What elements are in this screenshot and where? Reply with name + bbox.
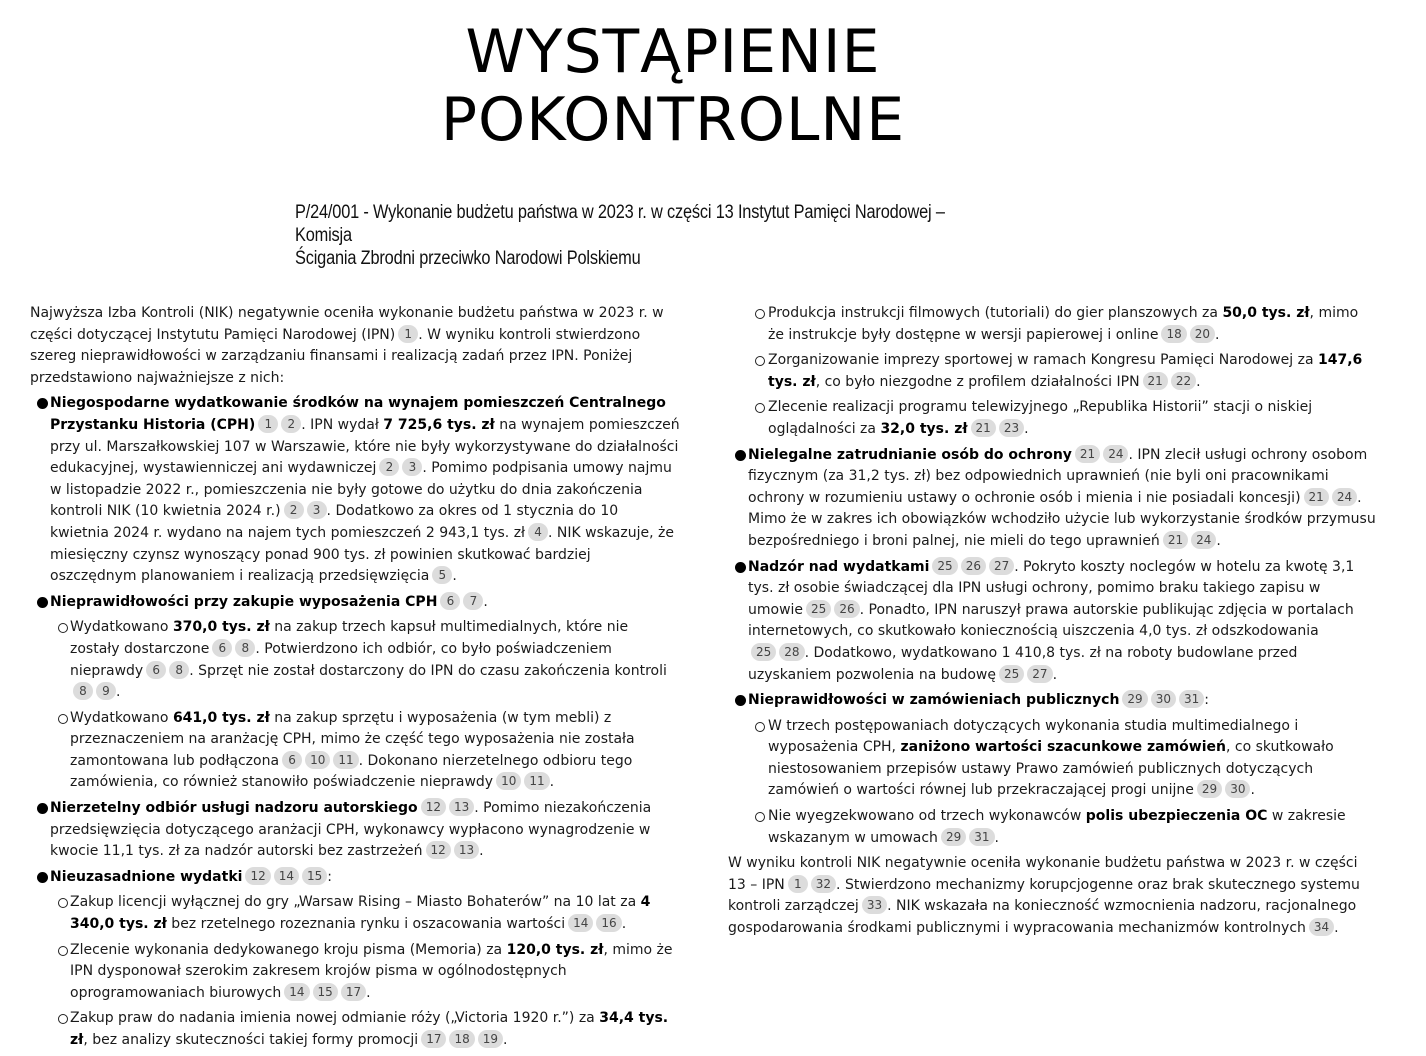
reference-badge[interactable]: 25 — [806, 600, 831, 618]
sub-finding-underestimated-value: W trzech postępowaniach dotyczących wykonania studia multimedialnego i wyposażenia CPH, zaniżono wartości szacunkowe zamówień, co skutkowało niestosowaniem przepisów ustawy Prawo zamówień publicznych dotyczących zamówień o wartości równej lub przekraczającej progi unijne 29 30 . — [728, 716, 1378, 802]
reference-group — [803, 602, 860, 618]
intro-paragraph: Najwyższa Izba Kontroli (NIK) negatywnie oceniła wykonanie budżetu państwa w 2023 r. w części dotyczącej Instytutu Pamięci Narodowej (IPN) 1 . W wyniku kontroli stwierdzono szereg nieprawidłowości w zarządzaniu finansami i realizacją zadań przez IPN. Poniżej przedstawiono najważniejsze z nich: — [30, 305, 664, 386]
finding-public-procurement: Nieprawidłowości w zamówieniach publicznych 29 30 31 : — [728, 690, 1378, 712]
reference-group — [70, 684, 116, 700]
reference-badge[interactable]: 1 — [788, 875, 808, 893]
reference-badge[interactable]: 24 — [1103, 445, 1128, 463]
reference-badge[interactable]: 16 — [596, 914, 621, 932]
reference-group — [281, 985, 366, 1001]
finding-equipment-purchase: Nieprawidłowości przy zakupie wyposażenia CPH 6 7 . — [30, 592, 680, 614]
finding-expense-supervision: Nadzór nad wydatkami 25 26 27 . Pokryto koszty noclegów w hotelu za kwotę 3,1 tys. zł osobie świadczącej dla IPN usługi ochrony, pomimo braku takiego zapisu w umowie 25 26 . Ponadto, IPN naruszył prawa autorskie publikując zdjęcia w portalach internetowych, co skutkowało koniecznością uiszczenia 4,0 tys. zł odszkodowania25 28 . Dodatkowo, wydatkowano 1 410,8 tys. zł na roboty budowlane przed uzyskaniem pozwolenia na budowę 25 27 . — [728, 557, 1378, 687]
reference-group — [242, 869, 327, 885]
reference-group — [279, 753, 359, 769]
reference-badge[interactable]: 30 — [1151, 690, 1176, 708]
reference-group — [968, 421, 1025, 437]
amount: 32,0 tys. zł — [880, 420, 968, 437]
reference-badge[interactable]: 18 — [1161, 325, 1186, 343]
reference-badge[interactable]: 3 — [402, 458, 422, 476]
reference-group — [437, 594, 483, 610]
finding-heading: Nieuzasadnione wydatki — [50, 868, 243, 885]
reference-badge[interactable]: 33 — [862, 896, 887, 914]
reference-badge[interactable]: 2 — [379, 458, 399, 476]
reference-badge[interactable]: 10 — [305, 751, 330, 769]
reference-group — [748, 645, 805, 661]
reference-badge[interactable]: 5 — [432, 566, 452, 584]
reference-badge[interactable]: 14 — [274, 867, 299, 885]
reference-group — [143, 663, 189, 679]
reference-badge[interactable]: 2 — [284, 501, 304, 519]
finding-heading: Nadzór nad wydatkami — [748, 558, 930, 575]
amount: 7 725,6 tys. zł — [383, 416, 495, 433]
reference-badge[interactable]: 31 — [969, 828, 994, 846]
reference-badge[interactable]: 21 — [1304, 488, 1329, 506]
reference-badge[interactable]: 13 — [449, 798, 474, 816]
reference-badge[interactable]: 27 — [989, 557, 1014, 575]
sub-finding-insurance: Nie wyegzekwowano od trzech wykonawców polis ubezpieczenia OC w zakresie wskazanym w umowach 29 31 . — [728, 806, 1378, 849]
finding-unjustified-expenses: Nieuzasadnione wydatki 12 14 15 : — [30, 867, 680, 889]
reference-group — [1072, 447, 1129, 463]
sub-finding-rose-naming: Zakup praw do nadania imienia nowej odmianie róży („Victoria 1920 r.”) za 34,4 tys. zł, bez analizy skuteczności takiej formy promocji 17 18 19 . — [30, 1008, 680, 1051]
reference-badge[interactable]: 20 — [1190, 325, 1215, 343]
reference-group — [376, 460, 422, 476]
subtitle-line-1: P/24/001 - Wykonanie budżetu państwa w 2023 r. w części 13 Instytut Pamięci Narodowej – Komisja — [295, 202, 945, 246]
reference-badge[interactable]: 6 — [440, 592, 460, 610]
reference-group — [929, 559, 1014, 575]
sub-finding-typeface: Zlecenie wykonania dedykowanego kroju pisma (Memoria) za 120,0 tys. zł, mimo że IPN dysponował szerokim zakresem krojów pisma w ogólnodostępnych oprogramowaniach biurowych 14 15 17 . — [30, 940, 680, 1005]
reference-badge[interactable]: 29 — [1122, 690, 1147, 708]
reference-group — [418, 800, 475, 816]
reference-group — [255, 417, 301, 433]
highlight: polis ubezpieczenia OC — [1085, 808, 1268, 825]
reference-badge[interactable]: 2 — [281, 415, 301, 433]
reference-badge[interactable]: 15 — [313, 983, 338, 1001]
right-column — [728, 303, 1378, 944]
sub-finding-tutorials: Produkcja instrukcji filmowych (tutoriali) do gier planszowych za 50,0 tys. zł, mimo że instrukcje były dostępne w wersji papierowej i online 18 20 . — [728, 303, 1378, 346]
reference-badge[interactable]: 14 — [284, 983, 309, 1001]
reference-badge[interactable]: 1 — [258, 415, 278, 433]
reference-group — [1160, 533, 1217, 549]
reference-badge[interactable]: 34 — [1309, 918, 1334, 936]
reference-group — [1306, 920, 1334, 936]
reference-badge[interactable]: 8 — [169, 661, 189, 679]
reference-badge[interactable]: 7 — [463, 592, 483, 610]
reference-group — [525, 525, 548, 541]
sub-finding-capsules: Wydatkowano 370,0 tys. zł na zakup trzech kapsuł multimedialnych, które nie zostały dostarczone 6 8 . Potwierdzono ich odbiór, co było poświadczeniem nieprawdy 6 8 . Sprzęt nie został dostarczony do IPN do czasu zakończenia kontroli8 9 . — [30, 617, 680, 703]
reference-badge[interactable]: 9 — [96, 682, 116, 700]
left-column — [30, 303, 680, 1056]
reference-group — [1119, 692, 1204, 708]
reference-badge[interactable]: 10 — [496, 772, 521, 790]
reference-badge[interactable]: 6 — [146, 661, 166, 679]
reference-group — [1158, 327, 1215, 343]
reference-badge[interactable]: 19 — [478, 1030, 503, 1048]
reference-badge[interactable]: 25 — [751, 643, 776, 661]
reference-badge[interactable]: 21 — [1143, 372, 1168, 390]
sub-finding-tv-program: Zlecenie realizacji programu telewizyjnego „Republika Historii” stacji o niskiej oglądalności za 32,0 tys. zł 21 23 . — [728, 397, 1378, 440]
reference-badge[interactable]: 11 — [333, 751, 358, 769]
reference-badge[interactable]: 12 — [245, 867, 270, 885]
finding-heading: Nielegalne zatrudnianie osób do ochrony — [748, 446, 1072, 463]
reference-group — [281, 503, 327, 519]
reference-badge[interactable]: 25 — [999, 665, 1024, 683]
reference-badge[interactable]: 24 — [1191, 531, 1216, 549]
reference-group — [493, 774, 550, 790]
reference-badge[interactable]: 21 — [1075, 445, 1100, 463]
title-line-2: POKONTROLNE — [440, 85, 906, 155]
page-title — [0, 18, 1346, 154]
finding-rental-waste: Niegospodarne wydatkowanie środków na wynajem pomieszczeń Centralnego Przystanku Historia (CPH) 1 2 . IPN wydał 7 725,6 tys. zł na wynajem pomieszczeń przy ul. Marszałkowskiej 107 w Warszawie, które nie były wykorzystywane do działalności edukacyjnej, wystawienniczej ani wydawniczej 2 3 . Pomimo podpisania umowy najmu w listopadzie 2022 r., pomieszczenia nie były gotowe do użytku do dnia zakończenia kontroli NIK (10 kwietnia 2024 r.) 2 3 . Dodatkowo za okres od 1 stycznia do 10 kwietnia 2024 r. wydano na najem tych pomieszczeń 2 943,1 tys. zł 4 . NIK wskazuje, że miesięczny czynsz wynoszący ponad 900 tys. zł powinien skutkować bardziej oszczędnym planowaniem i realizacją przedsięwzięcia 5 . — [30, 393, 680, 587]
reference-group — [785, 877, 836, 893]
reference-group — [1140, 374, 1197, 390]
reference-group — [859, 898, 887, 914]
sub-finding-sport-event: Zorganizowanie imprezy sportowej w ramach Kongresu Pamięci Narodowej za 147,6 tys. zł, co było niezgodne z profilem działalności IPN 21 22 . — [728, 350, 1378, 393]
sub-finding-furniture: Wydatkowano 641,0 tys. zł na zakup sprzętu i wyposażenia (w tym mebli) z przeznaczeniem na aranżację CPH, mimo że część tego wyposażenia nie została zamontowana lub podłączona 6 10 11 . Dokonano nierzetelnego odbioru tego zamówienia, co również stanowiło poświadczenie nieprawdy 10 11 . — [30, 708, 680, 794]
reference-badge[interactable]: 13 — [454, 841, 479, 859]
reference-badge[interactable]: 8 — [73, 682, 93, 700]
reference-badge[interactable]: 17 — [421, 1030, 446, 1048]
amount: 120,0 tys. zł — [506, 941, 604, 958]
amount: 34,4 tys. zł — [70, 1010, 669, 1048]
amount: 147,6 tys. zł — [768, 352, 1363, 390]
reference-badge[interactable]: 3 — [307, 501, 327, 519]
reference-badge[interactable]: 28 — [779, 643, 804, 661]
finding-heading: Nieprawidłowości w zamówieniach publicznych — [748, 692, 1120, 709]
conclusion-paragraph: W wyniku kontroli NIK negatywnie oceniła wykonanie budżetu państwa w 2023 r. w części 13 – IPN 1 32 . Stwierdzono mechanizmy korupcjogenne oraz brak skutecznego systemu kontroli zarządczej 33 . NIK wskazała na konieczność wzmocnienia nadzoru, racjonalnego gospodarowania środkami publicznymi i wypracowania mechanizmów kontrolnych 34 . — [728, 855, 1360, 937]
reference-badge[interactable]: 6 — [282, 751, 302, 769]
reference-group — [938, 830, 995, 846]
reference-badge[interactable]: 29 — [1197, 780, 1222, 798]
reference-badge[interactable]: 6 — [212, 639, 232, 657]
reference-badge[interactable]: 18 — [449, 1030, 474, 1048]
reference-group — [418, 1032, 503, 1048]
reference-badge[interactable]: 30 — [1225, 780, 1250, 798]
reference-group — [423, 843, 480, 859]
finding-author-supervision: Nierzetelny odbiór usługi nadzoru autorskiego 12 13 . Pomimo niezakończenia przedsięwzięcia dotyczącego aranżacji CPH, wykonawcy wypłacono wynagrodzenie w kwocie 11,1 tys. zł za nadzór autorski bez zastrzeżeń 12 13 . — [30, 798, 680, 863]
reference-badge[interactable]: 23 — [999, 419, 1024, 437]
amount: 4 340,0 tys. zł — [70, 894, 651, 933]
amount: 641,0 tys. zł — [172, 709, 270, 726]
highlight: zaniżono wartości szacunkowe zamówień — [900, 739, 1226, 756]
reference-badge[interactable]: 31 — [1179, 690, 1204, 708]
reference-group — [1301, 490, 1358, 506]
reference-group — [1194, 782, 1251, 798]
reference-group — [996, 667, 1053, 683]
reference-badge[interactable]: 12 — [426, 841, 451, 859]
amount: 50,0 tys. zł — [1222, 305, 1310, 321]
reference-badge[interactable]: 29 — [941, 828, 966, 846]
reference-badge[interactable]: 11 — [524, 772, 549, 790]
reference-badge[interactable]: 17 — [341, 983, 366, 1001]
reference-group — [395, 327, 418, 343]
subtitle-line-2: Ścigania Zbrodni przeciwko Narodowi Polskiemu — [295, 248, 641, 269]
reference-group — [565, 916, 622, 932]
reference-badge[interactable]: 21 — [1163, 531, 1188, 549]
reference-group — [429, 568, 452, 584]
reference-badge[interactable]: 27 — [1027, 665, 1052, 683]
reference-badge[interactable]: 12 — [421, 798, 446, 816]
finding-heading: Nieprawidłowości przy zakupie wyposażenia CPH — [50, 593, 438, 610]
reference-badge[interactable]: 26 — [834, 600, 859, 618]
reference-badge[interactable]: 21 — [971, 419, 996, 437]
sub-finding-game-license: Zakup licencji wyłącznej do gry „Warsaw Rising – Miasto Bohaterów” na 10 lat za 4 340,0 tys. zł bez rzetelnego rozeznania rynku i oszacowania wartości 14 16 . — [30, 892, 680, 935]
reference-badge[interactable]: 26 — [961, 557, 986, 575]
finding-heading: Nierzetelny odbiór usługi nadzoru autorskiego — [50, 800, 418, 817]
reference-badge[interactable]: 1 — [398, 325, 418, 343]
document-subtitle — [295, 201, 957, 270]
reference-group — [209, 641, 255, 657]
reference-badge[interactable]: 32 — [811, 875, 836, 893]
finding-heading: Niegospodarne wydatkowanie środków na wynajem pomieszczeń Centralnego Przystanku Historia (CPH) — [50, 395, 666, 433]
finding-illegal-security: Nielegalne zatrudnianie osób do ochrony 21 24 . IPN zlecił usługi ochrony osobom fizycznym (za 31,2 tys. zł) bez odpowiednich uprawnień (nie byli oni pracownikami ochrony w rozumieniu ustawy o ochronie osób i mienia i nie posiadali koncesji) 21 24 . Mimo że w zakres ich obowiązków wchodziło użycie lub wykorzystanie środków przymusu bezpośredniego i broni palnej, nie mieli do tego uprawnień 21 24 . — [728, 445, 1378, 553]
reference-badge[interactable]: 15 — [302, 867, 327, 885]
reference-badge[interactable]: 8 — [235, 639, 255, 657]
reference-badge[interactable]: 25 — [932, 557, 957, 575]
reference-badge[interactable]: 14 — [568, 914, 593, 932]
title-line-1: WYSTĄPIENIE — [465, 17, 881, 87]
reference-badge[interactable]: 4 — [528, 523, 548, 541]
amount: 370,0 tys. zł — [172, 619, 270, 636]
reference-badge[interactable]: 22 — [1171, 372, 1196, 390]
reference-badge[interactable]: 24 — [1332, 488, 1357, 506]
